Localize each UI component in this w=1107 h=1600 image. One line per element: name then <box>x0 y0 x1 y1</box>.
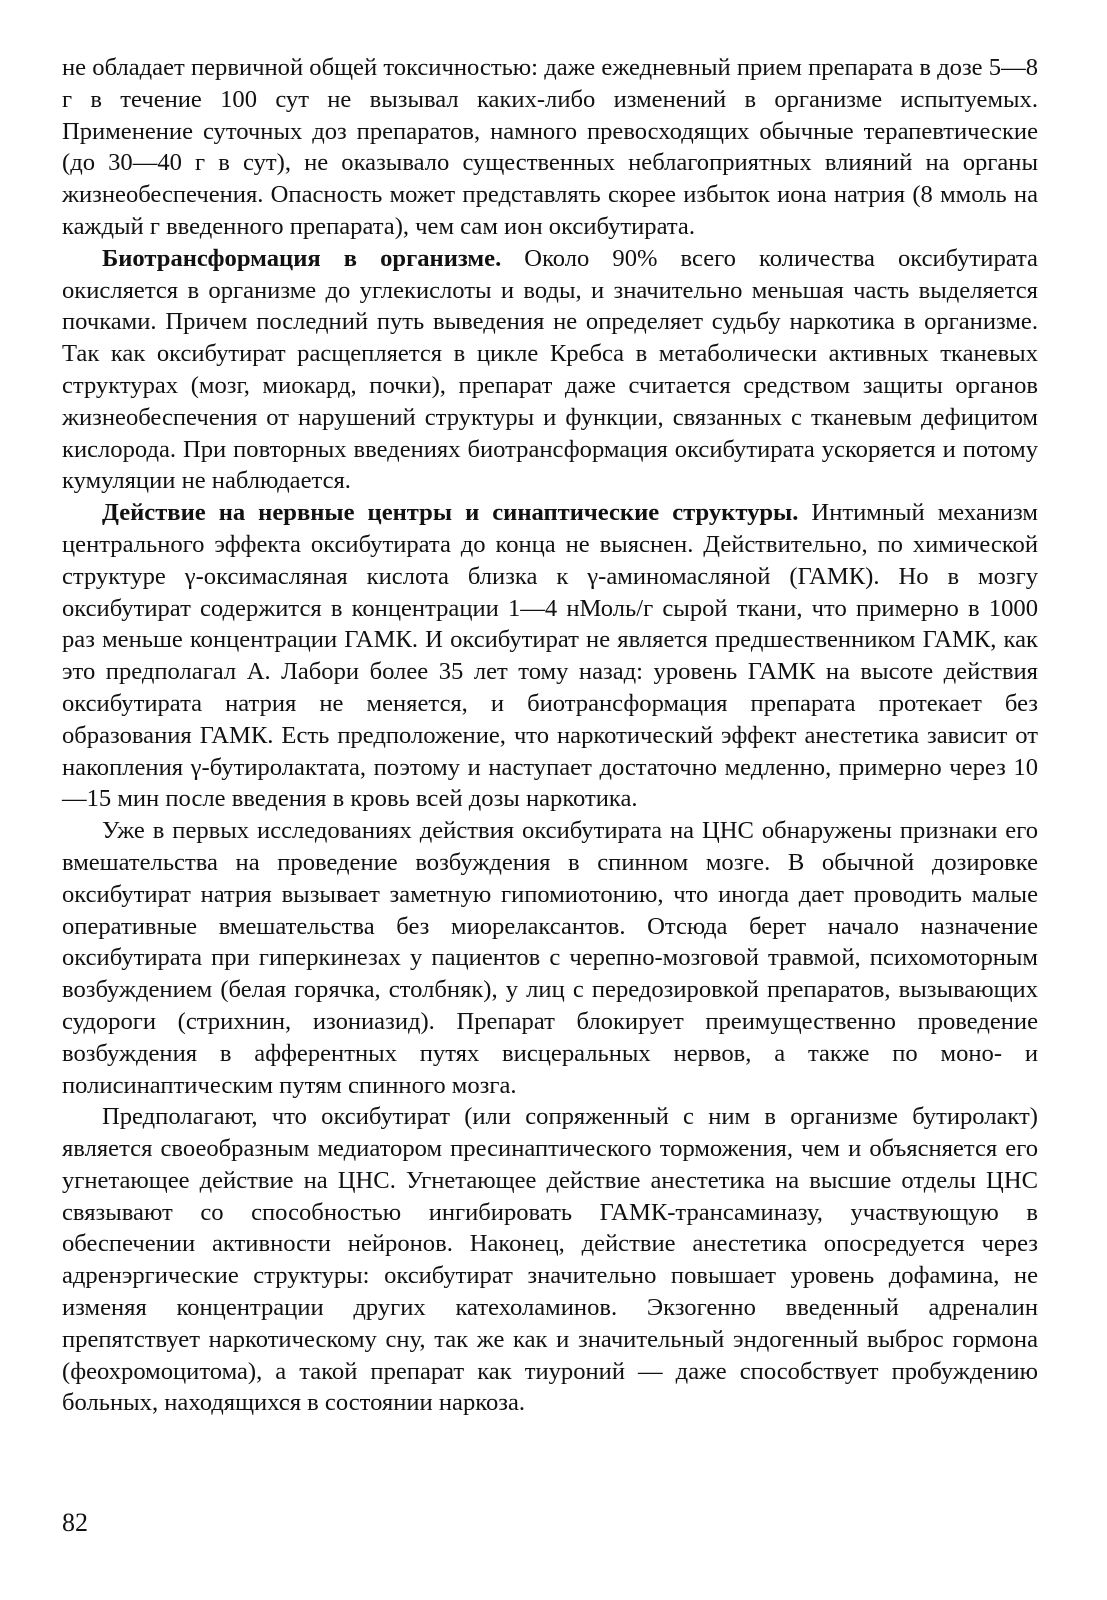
paragraph-mediator <box>62 1101 1038 1419</box>
paragraph-text: Предполагают, что оксибутират (или сопряженный с ним в организме бутиролакт) является своеобразным медиатором пресинаптического торможения, чем и объясняется его угнетающее действие на ЦНС. Угнетающее действие анестетика на высшие отделы ЦНС связывают со способностью ингибировать ГАМК-трансаминазу, участвующую в обеспечении активности нейронов. Наконец, действие анестетика опосредуется через адренэргические структуры: оксибутират значительно повышает уровень дофамина, не изменяя концентрации других катехоламинов. Экзогенно введенный адреналин препятствует наркотическому сну, так же как и значительный эндогенный выброс гормона (феохромоцитома), а такой препарат как тиуроний — даже способствует пробуждению больных, находящихся в состоянии наркоза. <box>62 1103 1038 1417</box>
page-number: 82 <box>62 1508 88 1537</box>
paragraph-heading: Биотрансформация в организме. <box>102 244 502 272</box>
page-body <box>62 52 1038 1419</box>
paragraph-biotransformation <box>62 243 1038 497</box>
paragraph-text: Уже в первых исследованиях действия оксибутирата на ЦНС обнаружены признаки его вмешательства на проведение возбуждения в спинном мозге. В обычной дозировке оксибутират натрия вызывает заметную гипомиотонию, что иногда дает проводить малые оперативные вмешательства без миорелаксантов. Отсюда берет начало назначение оксибутирата при гиперкинезах у пациентов с черепно-мозговой травмой, психомоторным возбуждением (белая горячка, столбняк), у лиц с передозировкой препаратов, вызывающих судороги (стрихнин, изониазид). Препарат блокирует преимущественно проведение возбуждения в афферентных путях висцеральных нервов, а также по моно- и полисинаптическим путям спинного мозга. <box>62 817 1038 1099</box>
paragraph-nerve-centers <box>62 497 1038 815</box>
paragraph-spinal-cord <box>62 815 1038 1101</box>
paragraph-text: не обладает первичной общей токсичностью: даже ежедневный прием препарата в дозе 5—8 г в течение 100 сут не вызывал каких-либо изменений в организме испытуемых. Применение суточных доз препаратов, намного превосходящих обычные терапевтические (до 30—40 г в сут), не оказывало существенных неблагоприятных влияний на органы жизнеобеспечения. Опасность может представлять скорее избыток иона натрия (8 ммоль на каждый г введенного препарата), чем сам ион оксибутирата. <box>62 54 1038 240</box>
paragraph-text: Около 90% всего количества оксибутирата окисляется в организме до углекислоты и воды, и значительно меньшая часть выделяется почками. Причем последний путь выведения не определяет судьбу наркотика в организме. Так как оксибутират расщепляется в цикле Кребса в метаболически активных тканевых структурах (мозг, миокард, почки), препарат даже считается средством защиты органов жизнеобеспечения от нарушений структуры и функции, связанных с тканевым дефицитом кислорода. При повторных введениях биотрансформация оксибутирата ускоряется и потому кумуляции не наблюдается. <box>62 244 1038 495</box>
paragraph-toxicity <box>62 52 1038 243</box>
paragraph-heading: Действие на нервные центры и синаптические структуры. <box>102 499 799 527</box>
paragraph-text: Интимный механизм центрального эффекта оксибутирата до конца не выяснен. Действительно, по химической структуре γ-оксимасляная кислота близка к γ-аминомасляной (ГАМК). Но в мозгу оксибутират содержится в концентрации 1—4 нМоль/г сырой ткани, что примерно в 1000 раз меньше концентрации ГАМК. И оксибутират не является предшественником ГАМК, как это предполагал А. Лабори более 35 лет тому назад: уровень ГАМК на высоте действия оксибутирата натрия не меняется, и биотрансформация препарата протекает без образования ГАМК. Есть предположение, что наркотический эффект анестетика зависит от накопления γ-бутиролактата, поэтому и наступает достаточно медленно, примерно через 10—15 мин после введения в кровь всей дозы наркотика. <box>62 499 1038 813</box>
